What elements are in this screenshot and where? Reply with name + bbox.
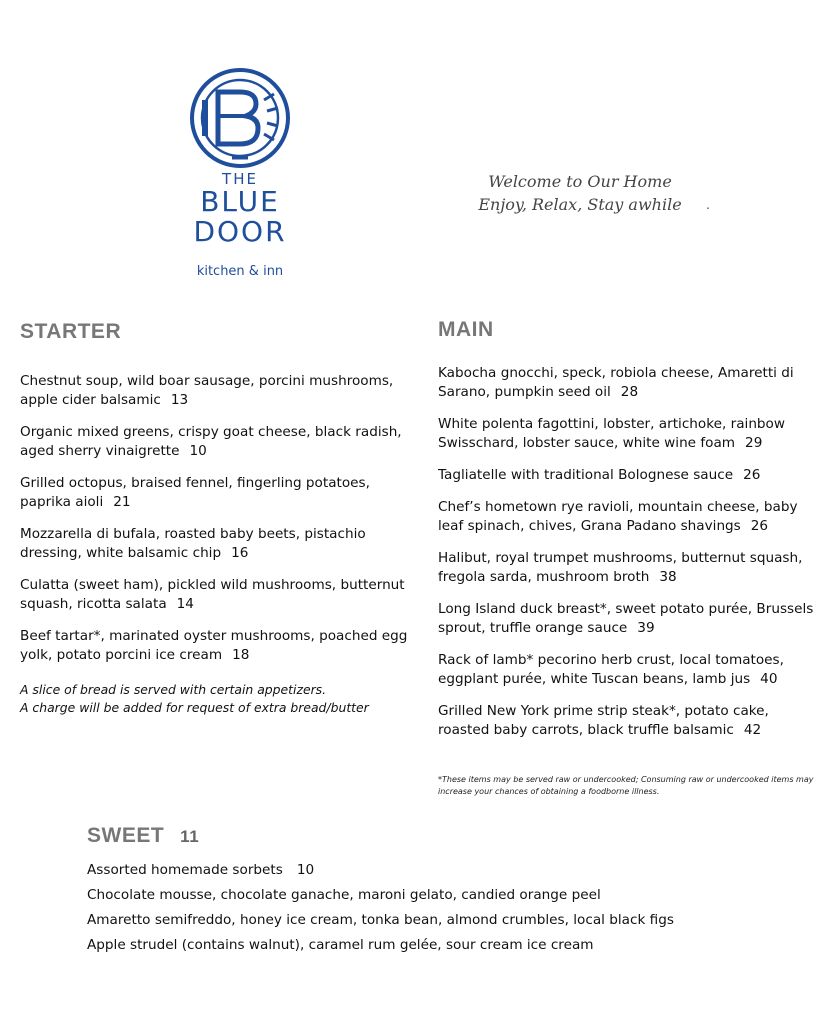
- main-heading: MAIN: [438, 318, 494, 341]
- door-emblem-icon: [188, 66, 292, 170]
- item-price: 26: [750, 518, 769, 534]
- bread-note: [20, 681, 415, 717]
- item-text: Halibut, royal trumpet mushrooms, butternut squash, fregola sarda, mushroom broth: [438, 550, 803, 585]
- welcome-message: [450, 170, 710, 216]
- logo-door-text: DOOR: [193, 215, 287, 248]
- sweet-heading: [87, 824, 199, 848]
- sweet-price: 11: [180, 827, 200, 846]
- item-text: Amaretto semifreddo, honey ice cream, tonka bean, almond crumbles, local black figs: [87, 912, 674, 928]
- menu-item: [438, 702, 823, 740]
- menu-item: [438, 498, 823, 536]
- bread-note-line-2: A charge will be added for request of extra bread/butter: [20, 700, 369, 715]
- menu-item: [20, 627, 415, 665]
- menu-item: [438, 415, 823, 453]
- item-price: 18: [232, 647, 250, 663]
- menu-item: [438, 466, 823, 485]
- welcome-line-1: Welcome to Our Home: [488, 172, 672, 191]
- logo-the-text: THE: [222, 170, 258, 188]
- menu-item: [20, 423, 415, 461]
- item-price: 42: [743, 722, 762, 738]
- item-price: 38: [659, 569, 677, 585]
- menu-item: [438, 549, 823, 587]
- menu-item: [20, 372, 415, 410]
- item-price: 10: [189, 443, 207, 459]
- menu-item: [20, 576, 415, 614]
- item-text: White polenta fagottini, lobster, artichoke, rainbow Swisschard, lobster sauce, white wine foam: [438, 416, 785, 451]
- item-text: Organic mixed greens, crispy goat cheese, black radish, aged sherry vinaigrette: [20, 424, 402, 459]
- item-price: 39: [637, 620, 655, 636]
- blue-door-logo: [170, 56, 310, 288]
- starter-list: [20, 372, 415, 678]
- menu-item: [87, 908, 787, 933]
- item-price: 29: [745, 435, 763, 451]
- item-price: 26: [743, 467, 761, 483]
- item-text: Chef’s hometown rye ravioli, mountain cheese, baby leaf spinach, chives, Grana Padano shavings: [438, 499, 798, 534]
- item-price: 21: [113, 494, 131, 510]
- item-text: Culatta (sweet ham), pickled wild mushrooms, butternut squash, ricotta salata: [20, 577, 405, 612]
- item-text: Grilled octopus, braised fennel, fingerling potatoes, paprika aioli: [20, 475, 370, 510]
- item-text: Chestnut soup, wild boar sausage, porcini mushrooms, apple cider balsamic: [20, 373, 394, 408]
- item-text: Apple strudel (contains walnut), caramel rum gelée, sour cream ice cream: [87, 937, 594, 953]
- logo-blue-text: BLUE: [200, 185, 280, 218]
- menu-item: [438, 600, 823, 638]
- menu-item: [87, 858, 787, 883]
- item-text: Beef tartar*, marinated oyster mushrooms, poached egg yolk, potato porcini ice cream: [20, 628, 408, 663]
- sweet-list: [87, 858, 787, 958]
- item-text: Mozzarella di bufala, roasted baby beets, pistachio dressing, white balsamic chip: [20, 526, 366, 561]
- item-text: Tagliatelle with traditional Bolognese sauce: [438, 467, 734, 483]
- menu-item: [438, 364, 823, 402]
- item-price: 28: [620, 384, 639, 400]
- stray-dot: .: [706, 198, 710, 212]
- item-price: 13: [170, 392, 189, 408]
- item-text: Long Island duck breast*, sweet potato purée, Brussels sprout, truffle orange sauce: [438, 601, 814, 636]
- item-price: 16: [231, 545, 249, 561]
- menu-item: [20, 525, 415, 563]
- item-text: Grilled New York prime strip steak*, potato cake, roasted baby carrots, black truffle balsamic: [438, 703, 769, 738]
- welcome-line-2: Enjoy, Relax, Stay awhile: [478, 195, 682, 214]
- menu-item: [87, 933, 787, 958]
- item-text: Assorted homemade sorbets: [87, 862, 283, 878]
- item-text: Rack of lamb* pecorino herb crust, local tomatoes, eggplant purée, white Tuscan beans, lamb jus: [438, 652, 784, 687]
- item-text: Chocolate mousse, chocolate ganache, maroni gelato, candied orange peel: [87, 887, 601, 903]
- menu-item: [87, 883, 787, 908]
- item-price: 40: [760, 671, 778, 687]
- raw-food-disclaimer: *These items may be served raw or undercooked; Consuming raw or undercooked items may increase your chances of obtaining a foodborne illness.: [438, 775, 814, 796]
- item-text: Kabocha gnocchi, speck, robiola cheese, Amaretti di Sarano, pumpkin seed oil: [438, 365, 794, 400]
- menu-item: [438, 651, 823, 689]
- item-price: 14: [176, 596, 194, 612]
- bread-note-line-1: A slice of bread is served with certain appetizers.: [20, 682, 327, 697]
- menu-item: [20, 474, 415, 512]
- main-list: [438, 364, 823, 753]
- starter-heading: STARTER: [20, 320, 122, 343]
- sweet-title: SWEET: [87, 824, 165, 847]
- item-price: 10: [296, 862, 315, 878]
- logo-subtitle: kitchen & inn: [196, 264, 284, 279]
